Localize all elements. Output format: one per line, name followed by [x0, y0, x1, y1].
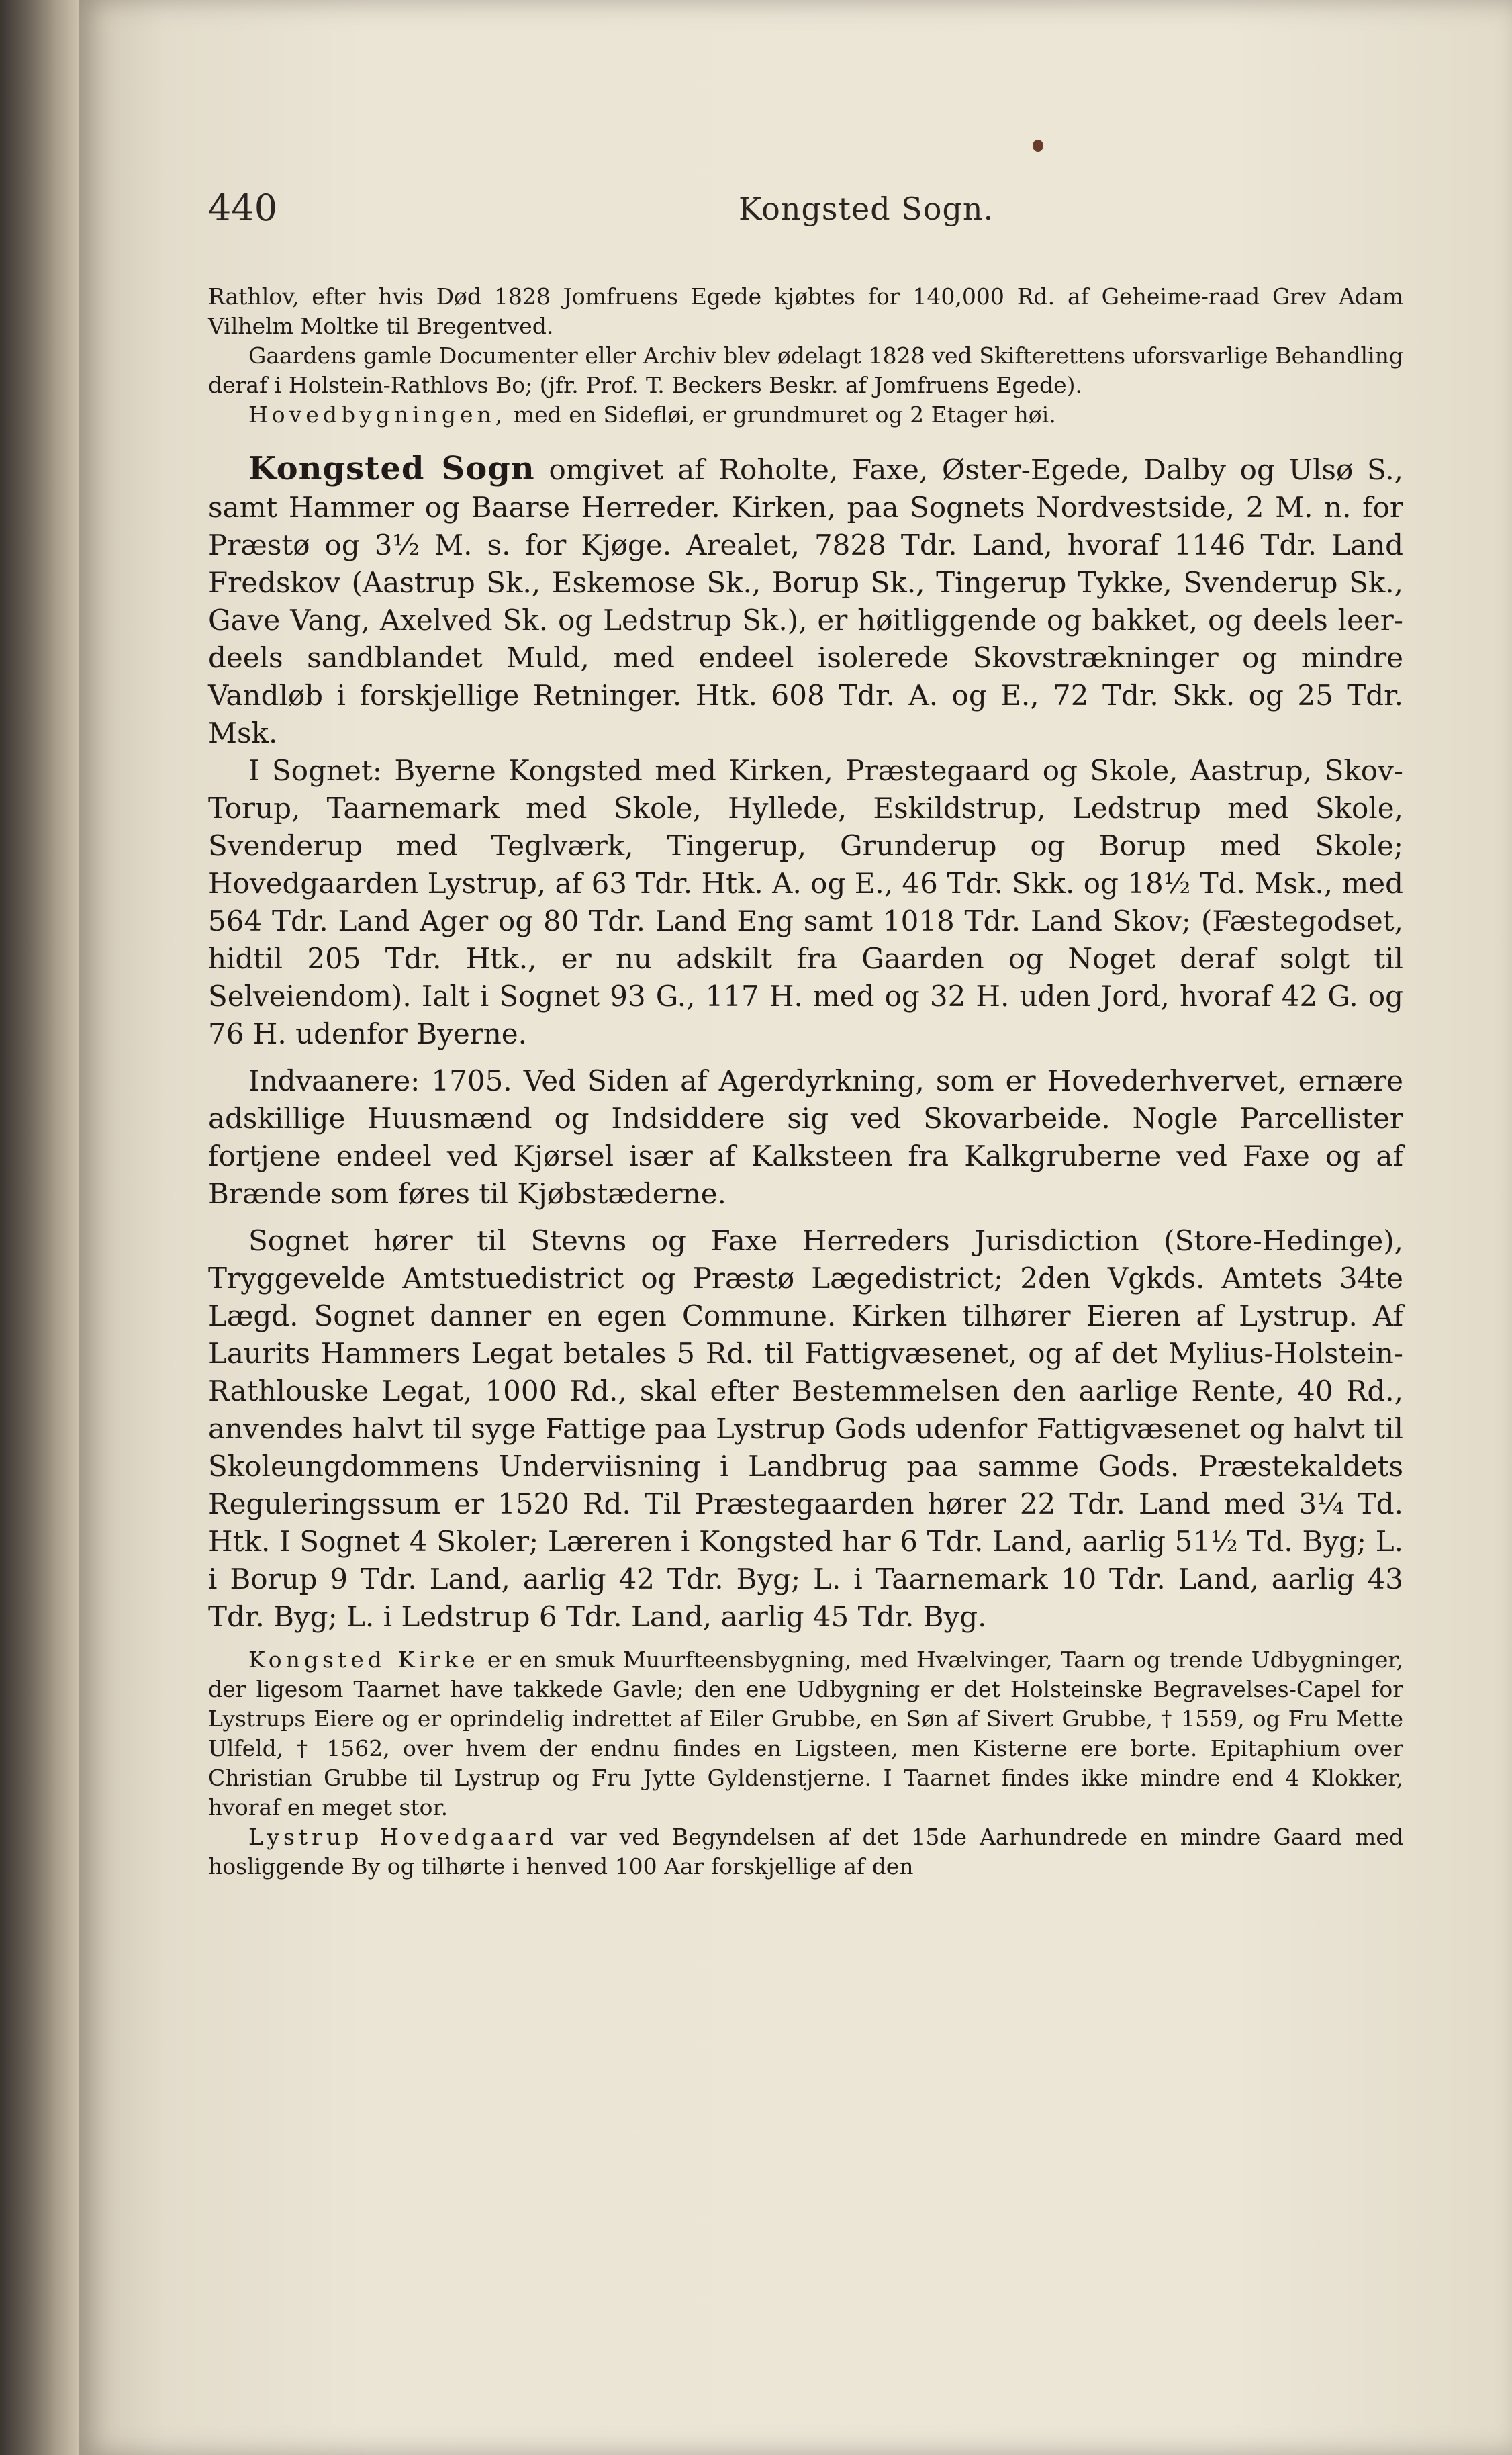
page-number: 440: [208, 187, 278, 229]
note-lystrup-term: Lystrup Hovedgaard: [248, 1824, 558, 1850]
para-intro-text: omgivet af Roholte, Faxe, Øster-Egede, Dalby og Ulsø S., samt Hammer og Baarse Herreder. Kirken, paa Sognets Nordvestside, 2 M. n. for Præstø og 3½ M. s. for Kjøge. Arealet, 7828 Tdr. Land, hvoraf 1146 Tdr. Land Fredskov (Aastrup Sk., Eskemose Sk., Borup Sk., Tingerup Tykke, Svenderup Sk., Gave Vang, Axelved Sk. og Ledstrup Sk.), er høitliggende og bakket, og deels leer- deels sandblandet Muld, med endeel isolerede Skovstrækninger og mindre Vandløb i forskjellige Retninger. Htk. 608 Tdr. A. og E., 72 Tdr. Skk. og 25 Tdr. Msk.: [208, 453, 1403, 749]
running-title: Kongsted Sogn.: [739, 191, 994, 227]
ink-spot: [1033, 140, 1043, 152]
note-church-term: Kongsted Kirke: [248, 1647, 479, 1673]
book-edge: [0, 0, 81, 2455]
note-archive: Gaardens gamle Documenter eller Archiv blev ødelagt 1828 ved Skifterettens uforsvarlige Behandling deraf i Holstein-Rathlovs Bo; (jfr. Prof. T. Beckers Beskr. af Jomfruens Egede).: [208, 342, 1403, 398]
text-block: [208, 282, 1403, 1882]
note-lystrup-text: var ved Begyndelsen af det 15de Aarhundrede en mindre Gaard med hosliggende By og tilhørte i henved 100 Aar forskjellige af den: [208, 1824, 1403, 1880]
para-jurisdiction: Sognet hører til Stevns og Faxe Herreders Jurisdiction (Store-Hedinge), Tryggevelde Amtstuedistrict og Præstø Lægedistrict; 2den Vgkds. Amtets 34te Lægd. Sognet danner en egen Commune. Kirken tilhører Eieren af Lystrup. Af Laurits Hammers Legat betales 5 Rd. til Fattigvæsenet, og af det Mylius-Holstein-Rathlouske Legat, 1000 Rd., skal efter Bestemmelsen den aarlige Rente, 40 Rd., anvendes halvt til syge Fattige paa Lystrup Gods udenfor Fattigvæsenet og halvt til Skoleungdommens Underviisning i Landbrug paa samme Gods. Præstekaldets Reguleringssum er 1520 Rd. Til Præstegaarden hører 22 Tdr. Land med 3¼ Td. Htk. I Sognet 4 Skoler; Læreren i Kongsted har 6 Tdr. Land, aarlig 51½ Td. Byg; L. i Borup 9 Tdr. Land, aarlig 42 Tdr. Byg; L. i Taarnemark 10 Tdr. Land, aarlig 43 Tdr. Byg; L. i Ledstrup 6 Tdr. Land, aarlig 45 Tdr. Byg.: [208, 1224, 1403, 1633]
note-main-building-term: Hovedbygningen,: [248, 402, 507, 428]
para-intro: [208, 450, 1403, 752]
para-intro-term: Kongsted Sogn: [248, 450, 535, 488]
note-main-building: [208, 400, 1403, 430]
note-main-building-text: med en Sidefløi, er grundmuret og 2 Etager høi.: [506, 402, 1056, 428]
note-rathlov: Rathlov, efter hvis Død 1828 Jomfruens Egede kjøbtes for 140,000 Rd. af Geheime-raad Grev Adam Vilhelm Moltke til Bregentved.: [208, 283, 1403, 339]
para-villages: I Sognet: Byerne Kongsted med Kirken, Præstegaard og Skole, Aastrup, Skov-Torup, Taarnemark med Skole, Hyllede, Eskildstrup, Ledstrup med Skole, Svenderup med Teglværk, Tingerup, Grunderup og Borup med Skole; Hovedgaarden Lystrup, af 63 Tdr. Htk. A. og E., 46 Tdr. Skk. og 18½ Td. Msk., med 564 Tdr. Land Ager og 80 Tdr. Land Eng samt 1018 Tdr. Land Skov; (Fæstegodset, hidtil 205 Tdr. Htk., er nu adskilt fra Gaarden og Noget deraf solgt til Selveiendom). Ialt i Sognet 93 G., 117 H. med og 32 H. uden Jord, hvoraf 42 G. og 76 H. udenfor Byerne.: [208, 754, 1403, 1050]
note-church-text: er en smuk Muurfteensbygning, med Hvælvinger, Taarn og trende Udbygninger, der ligesom Taarnet have takkede Gavle; den ene Udbygning er det Holsteinske Begravelses-Capel for Lystrups Eiere og er oprindelig indrettet af Eiler Grubbe, en Søn af Sivert Grubbe, † 1559, og Fru Mette Ulfeld, † 1562, over hvem der endnu findes en Ligsteen, men Kisterne ere borte. Epitaphium over Christian Grubbe til Lystrup og Fru Jytte Gyldenstjerne. I Taarnet findes ikke mindre end 4 Klokker, hvoraf en meget stor.: [208, 1647, 1403, 1820]
para-population: Indvaanere: 1705. Ved Siden af Agerdyrkning, som er Hovederhvervet, ernære adskillige Huusmænd og Indsiddere sig ved Skovarbeide. Nogle Parcellister fortjene endeel ved Kjørsel især af Kalksteen fra Kalkgruberne ved Faxe og af Brænde som føres til Kjøbstæderne.: [208, 1064, 1403, 1210]
running-head: [208, 187, 1403, 240]
note-lystrup: [208, 1822, 1403, 1882]
note-church: [208, 1645, 1403, 1822]
